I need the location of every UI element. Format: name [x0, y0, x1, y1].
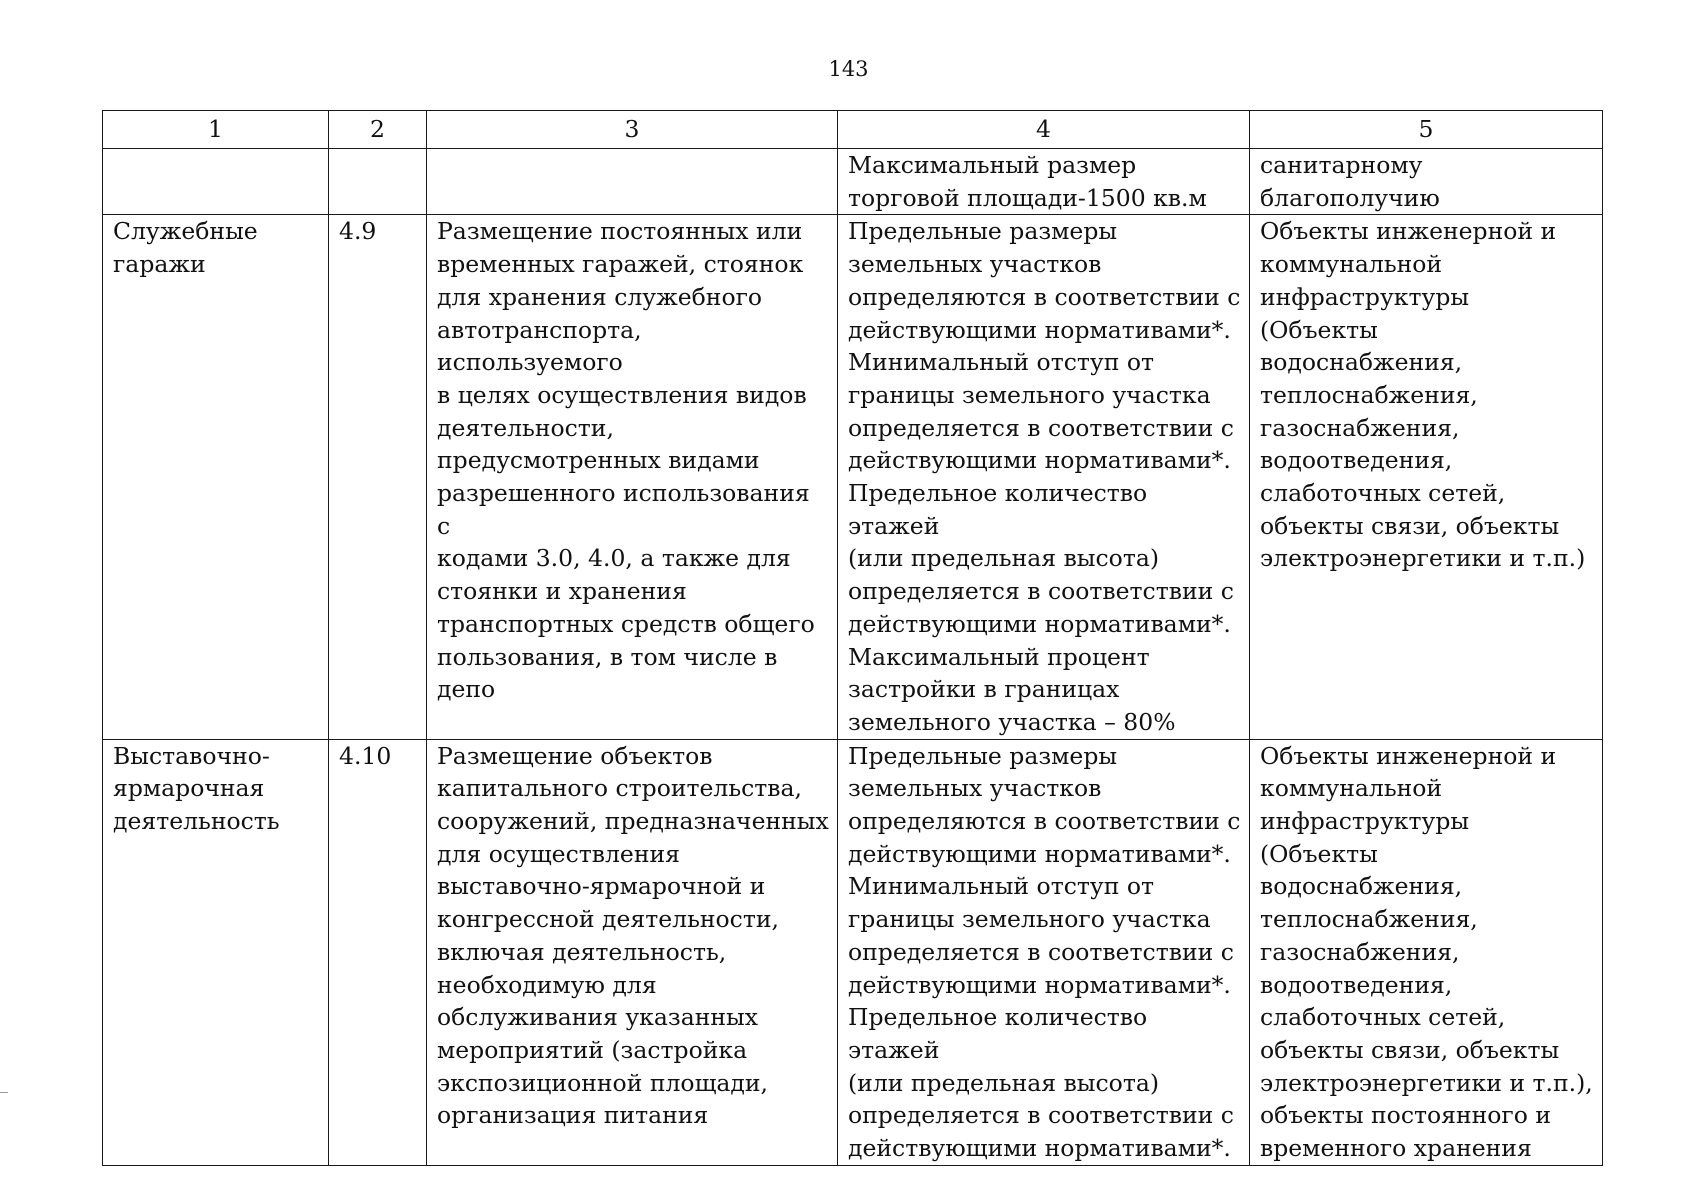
column-number-4: 4 [838, 111, 1250, 149]
scan-margin-mark [0, 1092, 8, 1093]
cell-parameters: Предельные размеры земельных участков определяются в соответствии с действующими нормативами*. Минимальный отступ от границы земельного участка определяется в соответствии с действующими нормативами*. Предельное количество этажей (или предельная высота) определяется в соответствии с действующими нормативами*. [838, 739, 1250, 1165]
column-number-1: 1 [103, 111, 329, 149]
cell-use-code [329, 149, 427, 215]
page-number: 143 [828, 57, 869, 81]
cell-use-description [427, 149, 838, 215]
cell-related-objects: Объекты инженерной и коммунальной инфраструктуры (Объекты водоснабжения, теплоснабжения, газоснабжения, водоотведения, слаботочных сетей, объекты связи, объекты электроэнергетики и т.п.), объекты постоянного и временного хранения [1250, 739, 1603, 1165]
cell-related-objects: санитарному благополучию [1250, 149, 1603, 215]
cell-related-objects: Объекты инженерной и коммунальной инфраструктуры (Объекты водоснабжения, теплоснабжения, газоснабжения, водоотведения, слаботочных сетей, объекты связи, объекты электроэнергетики и т.п.) [1250, 215, 1603, 739]
table-row-exhibition-activity [103, 739, 1603, 1165]
cell-use-code: 4.10 [329, 739, 427, 1165]
column-number-5: 5 [1250, 111, 1603, 149]
table-row-continuation [103, 149, 1603, 215]
column-number-2: 2 [329, 111, 427, 149]
cell-parameters: Максимальный размер торговой площади-1500 кв.м [838, 149, 1250, 215]
land-use-table [102, 110, 1603, 1166]
table-row-service-garages [103, 215, 1603, 739]
cell-use-description: Размещение объектов капитального строительства, сооружений, предназначенных для осуществления выставочно-ярмарочной и конгрессной деятельности, включая деятельность, необходимую для обслуживания указанных мероприятий (застройка экспозиционной площади, организация питания [427, 739, 838, 1165]
cell-use-code: 4.9 [329, 215, 427, 739]
cell-use-description: Размещение постоянных или временных гаражей, стоянок для хранения служебного автотранспорта, используемого в целях осуществления видов деятельности, предусмотренных видами разрешенного использования с кодами 3.0, 4.0, а также для стоянки и хранения транспортных средств общего пользования, в том числе в депо [427, 215, 838, 739]
cell-use-name: Выставочно- ярмарочная деятельность [103, 739, 329, 1165]
table-header-row [103, 111, 1603, 149]
cell-parameters: Предельные размеры земельных участков определяются в соответствии с действующими нормативами*. Минимальный отступ от границы земельного участка определяется в соответствии с действующими нормативами*. Предельное количество этажей (или предельная высота) определяется в соответствии с действующими нормативами*. Максимальный процент застройки в границах земельного участка – 80% [838, 215, 1250, 739]
cell-use-name [103, 149, 329, 215]
cell-use-name: Служебные гаражи [103, 215, 329, 739]
column-number-3: 3 [427, 111, 838, 149]
